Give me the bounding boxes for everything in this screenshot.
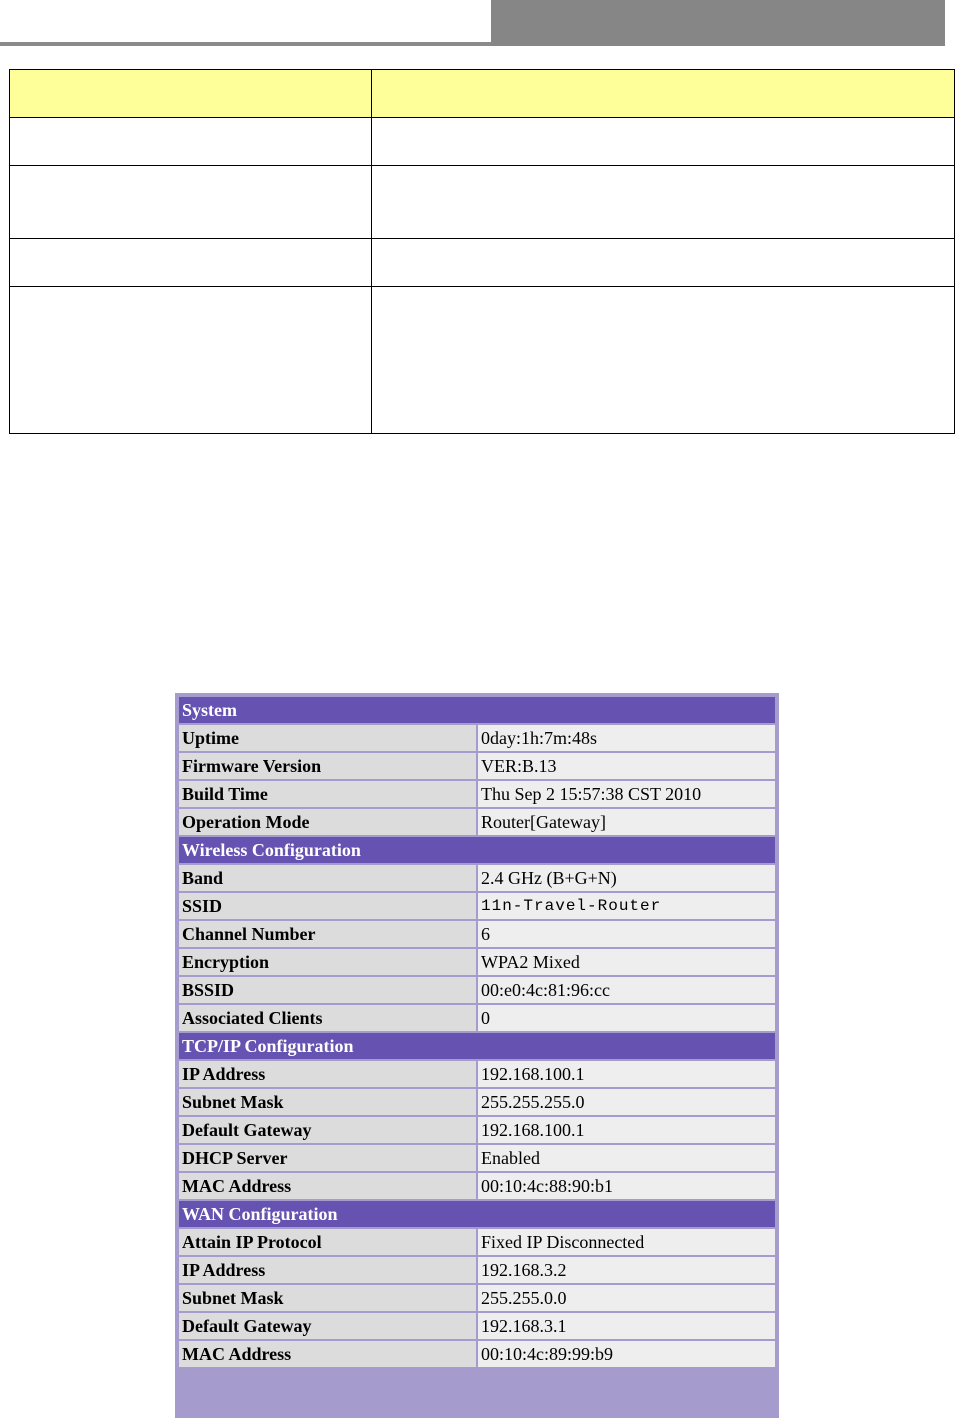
row-value: 255.255.0.0: [478, 1285, 775, 1311]
row-value: Router[Gateway]: [478, 809, 775, 835]
row-value: 192.168.100.1: [478, 1061, 775, 1087]
table-row: [179, 1117, 775, 1143]
table-row: [179, 1229, 775, 1255]
row-label: IP Address: [179, 1257, 476, 1283]
row-value: 192.168.3.1: [478, 1313, 775, 1339]
row-value: 11n-Travel-Router: [478, 893, 775, 919]
row-value: 255.255.255.0: [478, 1089, 775, 1115]
table-row: [179, 781, 775, 807]
row-value: Thu Sep 2 15:57:38 CST 2010: [478, 781, 775, 807]
table-row: [179, 1145, 775, 1171]
row-label: MAC Address: [179, 1173, 476, 1199]
spec-table-header-row: [10, 70, 955, 118]
row-label: Uptime: [179, 725, 476, 751]
row-label: Associated Clients: [179, 1005, 476, 1031]
table-row: [10, 118, 955, 166]
row-value: 192.168.100.1: [478, 1117, 775, 1143]
row-value: 0day:1h:7m:48s: [478, 725, 775, 751]
row-label: BSSID: [179, 977, 476, 1003]
spec-cell: [372, 287, 955, 434]
row-label: Channel Number: [179, 921, 476, 947]
row-value: Enabled: [478, 1145, 775, 1171]
row-label: Firmware Version: [179, 753, 476, 779]
spec-cell: [372, 166, 955, 239]
spec-header-cell-2: [372, 70, 955, 118]
section-row-wan: [179, 1201, 775, 1227]
table-row: [179, 977, 775, 1003]
row-label: DHCP Server: [179, 1145, 476, 1171]
row-label: Subnet Mask: [179, 1285, 476, 1311]
row-value: 192.168.3.2: [478, 1257, 775, 1283]
spec-cell: [10, 287, 372, 434]
row-label: MAC Address: [179, 1341, 476, 1367]
section-row-wireless: [179, 837, 775, 863]
row-value: VER:B.13: [478, 753, 775, 779]
section-row-system: [179, 697, 775, 723]
row-label: Subnet Mask: [179, 1089, 476, 1115]
table-row: [179, 725, 775, 751]
spec-header-cell-1: [10, 70, 372, 118]
row-value: WPA2 Mixed: [478, 949, 775, 975]
table-row: [179, 921, 775, 947]
section-row-tcpip: [179, 1033, 775, 1059]
spec-cell: [372, 239, 955, 287]
row-label: Attain IP Protocol: [179, 1229, 476, 1255]
table-row: [10, 239, 955, 287]
row-value: 6: [478, 921, 775, 947]
row-label: Band: [179, 865, 476, 891]
section-title: TCP/IP Configuration: [179, 1033, 775, 1059]
row-label: SSID: [179, 893, 476, 919]
table-row: [179, 893, 775, 919]
spec-cell: [10, 118, 372, 166]
table-row: [179, 753, 775, 779]
table-row: [179, 949, 775, 975]
row-value: Fixed IP Disconnected: [478, 1229, 775, 1255]
row-value: 0: [478, 1005, 775, 1031]
table-row: [179, 1089, 775, 1115]
row-label: Build Time: [179, 781, 476, 807]
header-rule: [0, 0, 491, 46]
status-panel: [175, 693, 779, 1418]
table-row: [179, 1341, 775, 1367]
table-row: [179, 1257, 775, 1283]
section-title: System: [179, 697, 775, 723]
row-value: 00:e0:4c:81:96:cc: [478, 977, 775, 1003]
table-row: [10, 166, 955, 239]
section-title: Wireless Configuration: [179, 837, 775, 863]
row-value: 2.4 GHz (B+G+N): [478, 865, 775, 891]
row-label: IP Address: [179, 1061, 476, 1087]
table-row: [10, 287, 955, 434]
row-label: Default Gateway: [179, 1117, 476, 1143]
spec-cell: [372, 118, 955, 166]
table-row: [179, 1005, 775, 1031]
status-table: [177, 695, 777, 1369]
row-label: Operation Mode: [179, 809, 476, 835]
spec-table: [9, 69, 955, 434]
table-row: [179, 1285, 775, 1311]
table-row: [179, 809, 775, 835]
table-row: [179, 1061, 775, 1087]
row-label: Encryption: [179, 949, 476, 975]
section-title: WAN Configuration: [179, 1201, 775, 1227]
row-value: 00:10:4c:88:90:b1: [478, 1173, 775, 1199]
row-value: 00:10:4c:89:99:b9: [478, 1341, 775, 1367]
spec-cell: [10, 166, 372, 239]
header-band: [491, 0, 945, 46]
table-row: [179, 1313, 775, 1339]
row-label: Default Gateway: [179, 1313, 476, 1339]
spec-cell: [10, 239, 372, 287]
table-row: [179, 1173, 775, 1199]
table-row: [179, 865, 775, 891]
